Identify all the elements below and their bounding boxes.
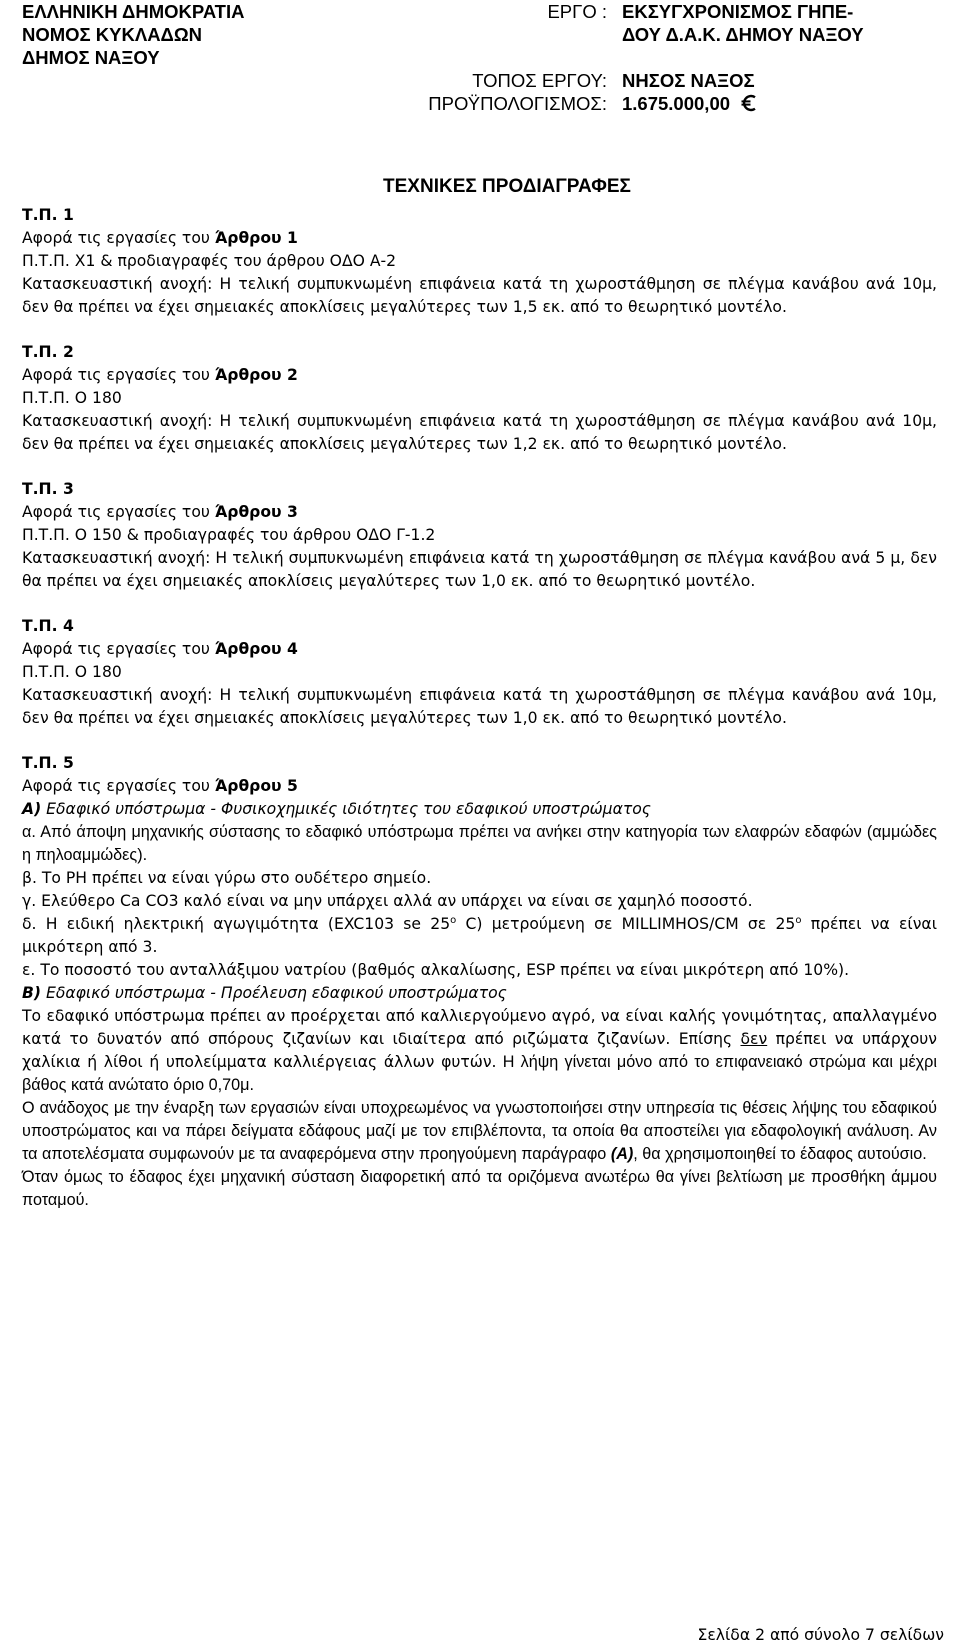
section-text: Κατασκευαστική ανοχή: Η τελική συμπυκνωμένη επιφάνεια κατά τη χωροστάθμηση σε πλέγμα κανάβου ανά 10μ, δεν θα πρέπει να έχει σημειακές αποκλίσεις μεγαλύτερες των 1,2 εκ. από το θεωρητικό μοντέλο. xyxy=(22,412,937,453)
refers-text: Αφορά τις εργασίες του xyxy=(22,777,215,795)
item-d-text-2: C) μετρούμενη σε MILLIMHOS/CM σε 25 xyxy=(456,915,796,933)
paragraph-origin xyxy=(22,1005,937,1097)
paragraph-contractor xyxy=(22,1097,937,1166)
section-spec: Π.Τ.Π. Ο 180 xyxy=(22,663,122,681)
item-d-sup-2: o xyxy=(795,914,802,926)
item-a: α. Από άποψη μηχανικής σύστασης το εδαφικό υπόστρωμα πρέπει να ανήκει στην κατηγορία των ελαφρών εδαφών (αμμώδες η πηλοαμμώδες). xyxy=(22,823,937,864)
budget-value-block xyxy=(622,92,757,117)
project-value xyxy=(622,0,864,46)
item-b: β. Το PH πρέπει να είναι γύρω στο ουδέτερο σημείο. xyxy=(22,869,432,887)
section-spec: Π.Τ.Π. Ο 150 & προδιαγραφές του άρθρου ΟΔΟ Γ-1.2 xyxy=(22,526,436,544)
subsection-b-label: Β) xyxy=(22,984,42,1002)
article-ref: Άρθρου 1 xyxy=(214,229,298,247)
authority-line-2: ΝΟΜΟΣ ΚΥΚΛΑΔΩΝ xyxy=(22,24,203,45)
item-d-text-1: δ. Η ειδική ηλεκτρική αγωγιμότητα (EXC103 se 25 xyxy=(22,915,451,933)
budget-label: ΠΡΟΫΠΟΛΟΓΙΣΜΟΣ: xyxy=(428,93,607,114)
paragraph-improvement: Όταν όμως το έδαφος έχει μηχανική σύσταση διαφορετική από τα οριζόμενα ανωτέρω θα γίνει βελτίωση με προσθήκη άμμου ποταμού. xyxy=(22,1168,937,1209)
location-label: ΤΟΠΟΣ ΕΡΓΟΥ: xyxy=(472,70,607,91)
item-c: γ. Ελεύθερο Ca CO3 καλό είναι να μην υπάρχει αλλά αν υπάρχει να είναι σε χαμηλό ποσοστό. xyxy=(22,892,753,910)
section-refers xyxy=(22,364,937,387)
item-d-text-3: πρέπει να είναι μικρότερη από 3. xyxy=(22,915,937,956)
section-2 xyxy=(22,341,937,456)
section-3 xyxy=(22,478,937,593)
subsection-b-title xyxy=(22,982,937,1005)
paragraph-contractor-text-1: Ο ανάδοχος με την έναρξη των εργασιών είναι υποχρεωμένος να γνωστοποιήσει στην υπηρεσία τις θέσεις λήψης του εδαφικού υποστρώματος και να πάρει δείγματα εδάφους μαζί με τον επιβλέποντα, τα οποία θα αποστείλει για εδαφολογική ανάλυση. Αν τα αποτελέσματα συμφωνούν με τα αναφερόμενα στην προηγούμενη παράγραφο xyxy=(22,1099,937,1163)
refers-text: Αφορά τις εργασίες του xyxy=(22,229,215,247)
refers-text: Αφορά τις εργασίες του xyxy=(22,366,215,384)
article-ref: Άρθρου 3 xyxy=(214,503,298,521)
section-text: Κατασκευαστική ανοχή: Η τελική συμπυκνωμένη επιφάνεια κατά τη χωροστάθμηση σε πλέγμα κανάβου ανά 5 μ, δεν θα πρέπει να έχει σημειακές αποκλίσεις μεγαλύτερες των 1,0 εκ. από το θεωρητικό μοντέλο. xyxy=(22,549,937,590)
paragraph-origin-text-2: πρέπει να υπάρχουν χαλίκια ή λίθοι ή υπολείμματα καλλιέργειας άλλων φυτών. xyxy=(22,1030,937,1071)
subsection-b-text: Εδαφικό υπόστρωμα - Προέλευση εδαφικού υποστρώματος xyxy=(41,984,507,1002)
refers-text: Αφορά τις εργασίες του xyxy=(22,503,215,521)
location-value: ΝΗΣΟΣ ΝΑΞΟΣ xyxy=(622,70,755,91)
article-ref: Άρθρου 4 xyxy=(214,640,298,658)
section-heading: Τ.Π. 2 xyxy=(22,343,74,361)
authority-block xyxy=(22,0,282,69)
section-refers xyxy=(22,638,937,661)
section-refers xyxy=(22,227,937,250)
refers-text: Αφορά τις εργασίες του xyxy=(22,640,215,658)
project-value-line-2: ΔΟΥ Δ.Α.Κ. ΔΗΜΟΥ ΝΑΞΟΥ xyxy=(622,24,864,45)
subsection-a-label: Α) xyxy=(22,800,42,818)
paragraph-contractor-text-2: , θα χρησιμοποιηθεί το έδαφος αυτούσιο. xyxy=(633,1145,927,1163)
section-heading: Τ.Π. 1 xyxy=(22,206,74,224)
project-label: ΕΡΓΟ : xyxy=(547,1,607,22)
paragraph-origin-text-1: Το εδαφικό υπόστρωμα πρέπει αν προέρχεται από καλλιεργούμενο αγρό, να είναι καλής γονιμότητας, απαλλαγμένο κατά το δυνατόν από σπόρους ζιζανίων και ιδιαίτερα από ριζώματα ζιζανίων. Επίσης xyxy=(22,1007,937,1048)
document-body xyxy=(22,204,937,1212)
section-5 xyxy=(22,752,937,1212)
article-ref: Άρθρου 5 xyxy=(214,777,298,795)
budget-value: 1.675.000,00 xyxy=(622,93,731,114)
paragraph-ref-a: (Α) xyxy=(610,1145,634,1163)
item-d-sup-1: o xyxy=(450,914,457,926)
item-d xyxy=(22,913,937,959)
section-spec: Π.Τ.Π. Χ1 & προδιαγραφές του άρθρου ΟΔΟ Α-2 xyxy=(22,252,397,270)
section-spec: Π.Τ.Π. Ο 180 xyxy=(22,389,122,407)
section-heading: Τ.Π. 3 xyxy=(22,480,74,498)
section-refers xyxy=(22,501,937,524)
section-text: Κατασκευαστική ανοχή: Η τελική συμπυκνωμένη επιφάνεια κατά τη χωροστάθμηση σε πλέγμα κανάβου ανά 10μ, δεν θα πρέπει να έχει σημειακές αποκλίσεις μεγαλύτερες των 1,5 εκ. από το θεωρητικό μοντέλο. xyxy=(22,275,937,316)
section-4 xyxy=(22,615,937,730)
section-text: Κατασκευαστική ανοχή: Η τελική συμπυκνωμένη επιφάνεια κατά τη χωροστάθμηση σε πλέγμα κανάβου ανά 10μ, δεν θα πρέπει να έχει σημειακές αποκλίσεις μεγαλύτερες των 1,0 εκ. από το θεωρητικό μοντέλο. xyxy=(22,686,937,727)
article-ref: Άρθρου 2 xyxy=(214,366,298,384)
euro-icon xyxy=(741,94,757,117)
document-title: ΤΕΧΝΙΚΕΣ ΠΡΟΔΙΑΓΡΑΦΕΣ xyxy=(383,176,631,197)
section-heading: Τ.Π. 4 xyxy=(22,617,74,635)
page-footer: Σελίδα 2 από σύνολο 7 σελίδων xyxy=(697,1626,944,1644)
item-e: ε. Το ποσοστό του ανταλλάξιμου νατρίου (βαθμός αλκαλίωσης, ESP πρέπει να είναι μικρότερη από 10%). xyxy=(22,961,850,979)
subsection-a-title xyxy=(22,798,937,821)
underlined-word: δεν xyxy=(740,1030,768,1048)
section-1 xyxy=(22,204,937,319)
authority-line-3: ΔΗΜΟΣ ΝΑΞΟΥ xyxy=(22,47,160,68)
paragraph-origin-text-3: Η λήψη γίνεται μόνο από το επιφανειακό στρώμα και μέχρι βάθος κατά ανώτατο όριο 0,70μ. xyxy=(22,1053,937,1094)
authority-line-1: ΕΛΛΗΝΙΚΗ ΔΗΜΟΚΡΑΤΙΑ xyxy=(22,1,245,22)
project-value-line-1: ΕΚΣΥΓΧΡΟΝΙΣΜΟΣ ΓΗΠΕ- xyxy=(622,1,854,22)
section-heading: Τ.Π. 5 xyxy=(22,754,74,772)
section-refers xyxy=(22,775,937,798)
subsection-a-text: Εδαφικό υπόστρωμα - Φυσικοχημικές ιδιότητες του εδαφικού υποστρώματος xyxy=(41,800,651,818)
